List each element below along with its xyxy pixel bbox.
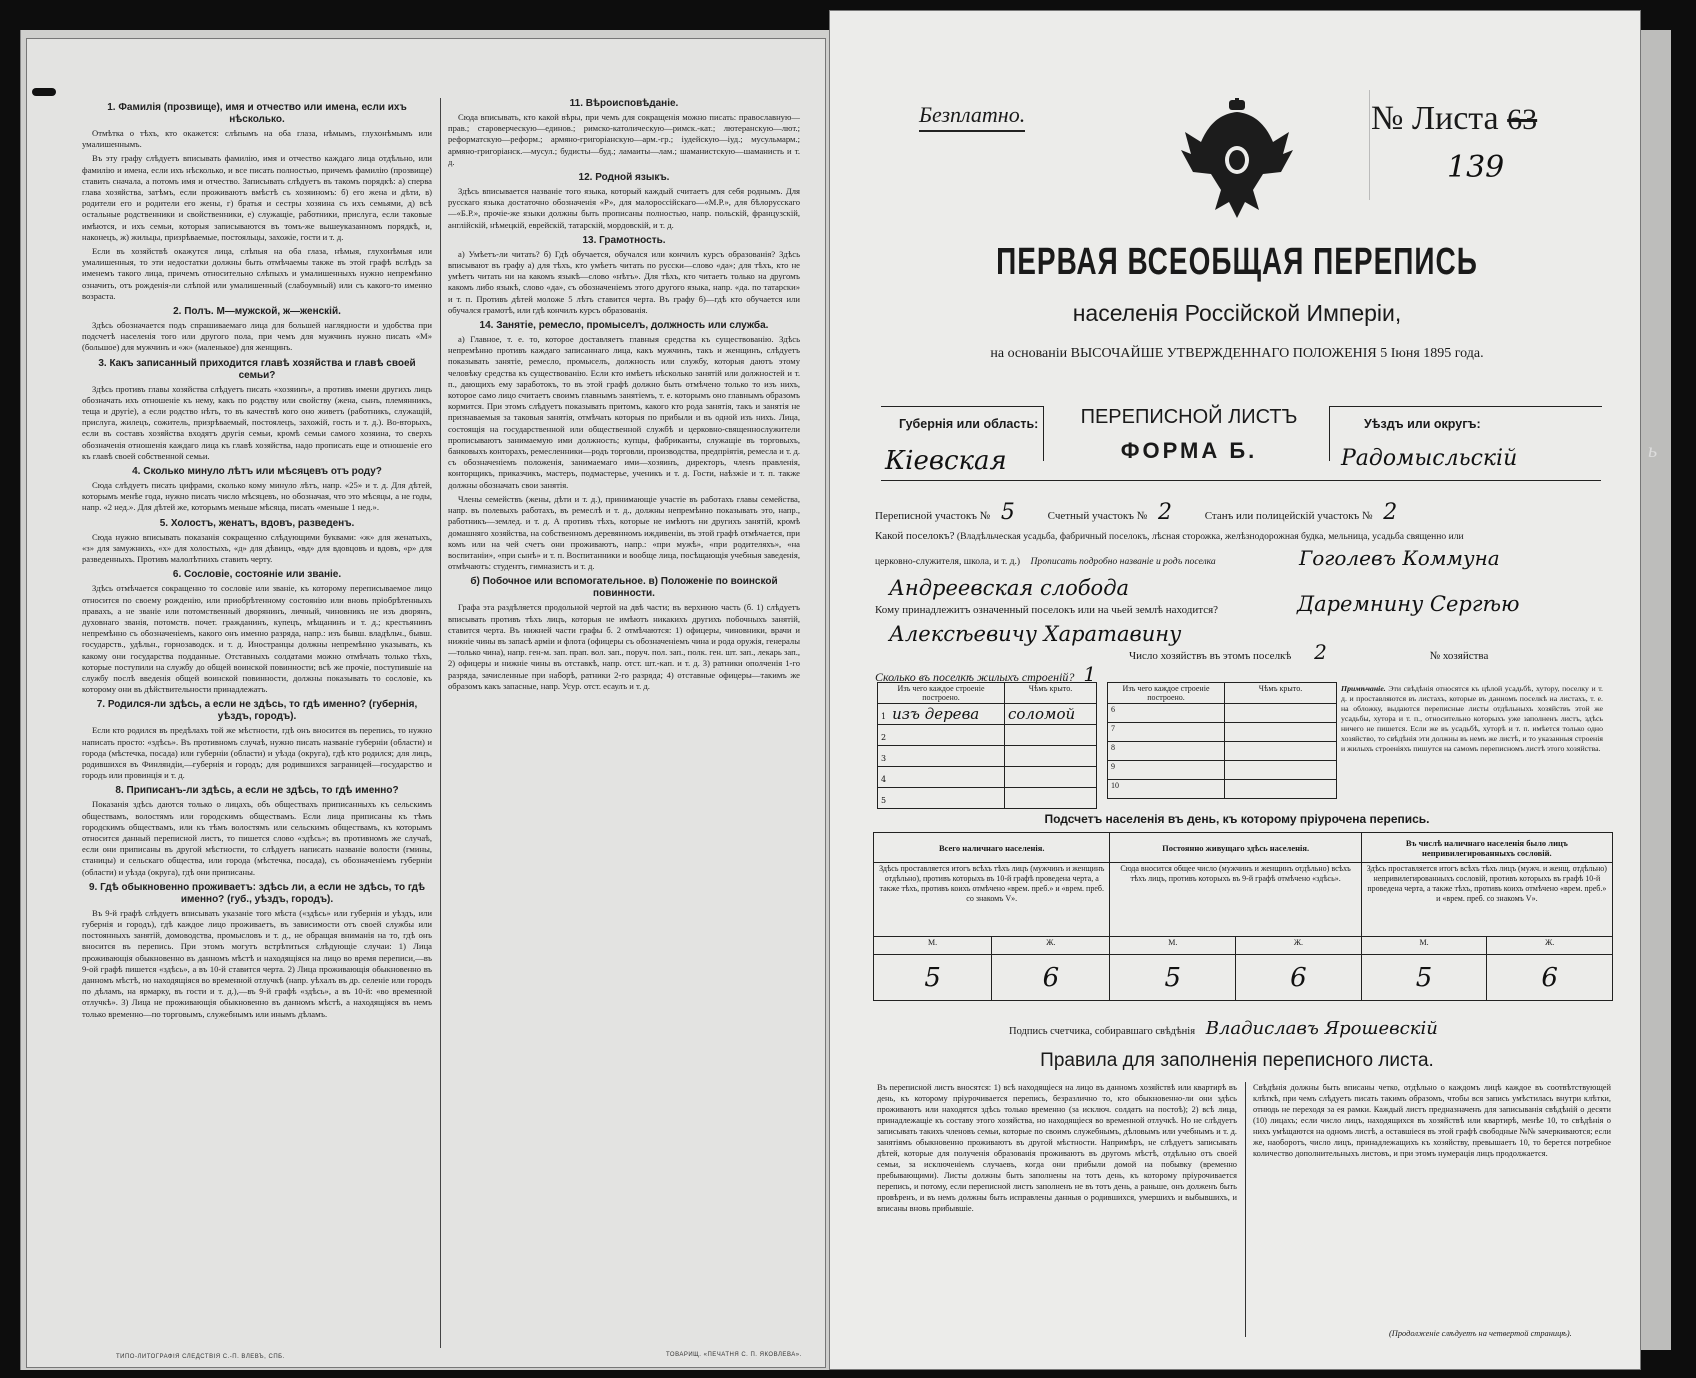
uezd-value: Радомысльскій <box>1341 446 1518 471</box>
column-divider <box>440 98 441 1348</box>
count-header-present: Всего наличнаго населенія. <box>874 833 1110 863</box>
bleed-rule <box>1369 90 1370 200</box>
instruction-heading: 2. Полъ. М—мужской, ж—женскій. <box>173 306 341 318</box>
building-row <box>878 704 1097 725</box>
instruction-paragraph: Если кто родился въ предѣлахъ той же мѣстности, гдѣ онъ вносится въ перепись, то нужно написать просто: «здѣсь». Въ противномъ случаѣ, нужно писать названіе губерніи (области) и города (мѣстечка, посада) или губерніи (области) и уѣзда (округа), гдѣ кто родился; для лицъ, родившихся въ Финляндіи,—губернія и городъ; для родившихся заграницей—государство и городъ или провинція и т. д. <box>82 725 432 781</box>
district-row <box>875 500 1397 525</box>
rules-divider <box>1245 1082 1246 1337</box>
instruction-paragraph: Показанія здѣсь даются только о лицахъ, объ обществахъ приписанныхъ къ сельскимъ обществамъ, волостямъ или городскимъ обществамъ. Если лица приписаны къ тѣмъ городскимъ обществамъ, или къ тѣмъ волостямъ или сельскимъ обществамъ, къ которымъ относится данный переписной листъ, то пишется слово «здѣсь»; въ противномъ же случаѣ, если они приписаны въ другой мѣстности, то слѣдуетъ написать названіе волости (гмины, станицы) и сельскаго общества, или города (мѣстечка, посада), съ обозначеніемъ губерніи (области) и уѣзда (округа), гдѣ они приписаны. <box>82 799 432 877</box>
instruction-paragraph: Члены семействъ (жены, дѣти и т. д.), принимающіе участіе въ работахъ главы семейства, напр. въ полевыхъ работахъ, въ ремеслѣ и т. д., должны непремѣнно показывать это, напр., работникъ—землед. и т. д. А противъ тѣхъ, которые не имѣютъ ни другихъ занятій, кромѣ домашняго хозяйства, на собственномъ деревянномъ иждивеніи, въ этой графѣ отмѣчается, при комъ или на чей счетъ они проживаютъ, напр.: «при мужѣ», «при родителяхъ», «на воспитаніи», «при сынѣ» и т. п. Воспитанники и вообще лица, посѣщающія учебныя заведенія, отмѣчаютъ: студентъ, гимназистъ и т. д. <box>448 493 800 572</box>
instruction-heading: 8. Приписанъ-ли здѣсь, а если не здѣсь, то гдѣ именно? <box>115 785 399 797</box>
households-value: 2 <box>1314 640 1327 664</box>
count-desc-present: Здѣсь проставляется итогъ всѣхъ тѣхъ лицъ (мужчинъ и женщинъ отдѣльно), противъ которыхъ въ 10-й графѣ проведена черта, а также тѣхъ, противъ коихъ отмѣчено «врем. преб.» и «врем. преб. со знакомъ V». <box>874 863 1110 937</box>
female-header: Ж. <box>1236 937 1362 955</box>
building-row <box>1108 780 1337 799</box>
count-present-female: 6 <box>992 955 1110 1001</box>
settlement-name-value-2: Андреевская слобода <box>889 576 1130 600</box>
instruction-heading: 12. Родной языкъ. <box>578 172 670 184</box>
count-values-row <box>874 955 1613 1001</box>
buildings-roof-header-2: Чѣмъ крыто. <box>1225 683 1337 704</box>
count-nonpriv-male: 5 <box>1361 955 1487 1001</box>
settlement-type-hint: (Владѣльческая усадьба, фабричный поселокъ, лѣсная сторожка, желѣзнодорожная будка, мельница, усадьба священно или <box>956 531 1464 542</box>
instruction-paragraph: Сюда слѣдуетъ писать цифрами, сколько кому минуло лѣтъ, напр. «25» и т. д. Для дѣтей, которымъ менѣе года, нужно писать число мѣсяцевъ, но обозначая, что это мѣсяцы, а не годы, напр. «2 нед.». Для дѣтей же, которымъ меньше мѣсяца, писать «меньше 1 нед.». <box>82 480 432 513</box>
building-row-number: 1 <box>881 712 887 721</box>
margin-mark: ь <box>1648 440 1658 462</box>
male-header: М. <box>874 937 992 955</box>
building-row <box>1108 704 1337 723</box>
enumerator-signature-label: Подпись счетчика, собиравшаго свѣдѣнія <box>1009 1026 1196 1037</box>
instruction-paragraph: Въ эту графу слѣдуетъ вписывать фамилію, имя и отчество каждаго лица отдѣльно, или фамилію и имена, если ихъ нѣсколько, и все писать полностью, причемъ фамилію (прозвище) ставить сначала, а потомъ имя и отчество. Записывать слѣдуетъ въ такомъ порядкѣ: а) сперва глава хозяйства, затѣмъ, если проживаютъ вмѣстѣ съ хозяиномъ: б) его жена и дѣти, в) родители его и родители его жены, г) братья и сестры хозяина съ ихъ семьями, д) всѣ остальные родственники и свойственники, е) служащіе, работники, прислуга, если таковые имѣются, и ихъ семьи, которыя записываются въ томъ-же вышеуказанномъ порядкѣ, и, наконецъ, ж) жильцы, призрѣваемые, постояльцы, захожіе, гости и т. д. <box>82 153 432 242</box>
building-roof-value <box>1005 767 1097 788</box>
instruction-heading: 5. Холостъ, женатъ, вдовъ, разведенъ. <box>159 517 355 529</box>
instruction-heading: 7. Родился-ли здѣсь, а если не здѣсь, то гдѣ именно? (губернія, уѣздъ, городъ). <box>96 699 418 723</box>
owner-value: Даремнину Сергѣю <box>1297 592 1520 616</box>
buildings-roof-header: Чѣмъ крыто. <box>1005 683 1097 704</box>
census-decree: на основаніи ВЫСОЧАЙШЕ УТВЕРЖДЕННАГО ПОЛОЖЕНІЯ 5 Іюня 1895 года. <box>990 346 1484 361</box>
police-district-label: Станъ или полицейскій участокъ № <box>1204 510 1373 522</box>
printer-imprint-right: ТОВАРИЩ. «ПЕЧАТНЯ С. П. ЯКОВЛЕВА». <box>666 1352 802 1358</box>
police-district-value: 2 <box>1383 500 1398 525</box>
buildings-table-left <box>877 682 1097 809</box>
building-roof-value <box>1005 725 1097 746</box>
sheet-number-crossed: 63 <box>1507 103 1538 136</box>
rules-column-left: Въ переписной листъ вносятся: 1) всѣ находящіеся на лицо въ данномъ хозяйствѣ или квартирѣ въ день, къ которому пріурочивается перепись, безразлично то, кто обыкновенно-ли они здѣсь проживаютъ или находятся здѣсь только временно (за исключ. солдатъ на постоѣ); 2) всѣ лица, принадлежащіе къ составу этого хозяйства, но находящіеся во временной отлучкѣ. Но не слѣдуетъ записывать такихъ членовъ семьи, которые по своимъ служебнымъ, дѣловымъ или учебнымъ и т. д. занятіямъ обыкновенно проживаютъ въ другой мѣстности. Напримѣръ, не слѣдуетъ записывать дѣтей, которые для полученія образованія проживаютъ въ другомъ мѣстѣ, отдѣльно отъ своей семьи, за исключеніемъ случаевъ, когда они прибыли домой на побывку (временно пребывающими). Листы должны быть заполнены на тотъ день, къ которому пріурочивается перепись, и потому, если переписной листъ заполненъ не въ тотъ день, а раньше, онъ долженъ быть провѣренъ, и въ немъ должны быть исправлены данныя о родившихся, умершихъ и выбывшихъ, и вписаны вновь прибывшіе. <box>877 1083 1237 1213</box>
building-roof-cell <box>1225 723 1337 742</box>
settlement-hint-2: церковно-служителя, школа, и т. д.) <box>875 556 1021 567</box>
female-header: Ж. <box>992 937 1110 955</box>
count-nonpriv-female: 6 <box>1487 955 1613 1001</box>
building-row-number: 6 <box>1108 704 1225 723</box>
instruction-heading: 11. Вѣроисповѣданіе. <box>569 98 679 109</box>
counting-district-value: 2 <box>1157 500 1172 525</box>
instruction-heading: 9. Гдѣ обыкновенно проживаетъ: здѣсь ли, а если не здѣсь, то гдѣ именно? (губ., уѣздъ, городъ). <box>88 881 426 905</box>
form-subtitle: ФОРМА Б. <box>1120 438 1258 463</box>
instruction-heading: б) Побочное или вспомогательное. в) Положеніе по воинской повинности. <box>470 576 778 600</box>
instruction-heading: 13. Грамотность. <box>582 234 666 246</box>
note-text: Эти свѣдѣнія относятся къ цѣлой усадьбѣ, хутору, поселку и т. д. и проставляются въ листахъ, которые въ данномъ поселкѣ на листахъ, т. е. на обложку, выдаются переписные листы отдѣльныхъ хозяйствъ этой же усадьбы, хутора и т. п., относительно которыхъ уже заполненъ листъ, здѣсь ничего не пишется. Если же въ усадьбѣ, хуторѣ и т. п. имѣется только одно хозяйство, то свѣдѣнія эти должны въ немъ же листѣ, и то указанныя строенія и жилыхъ строеніяхъ пишутся на самомъ переписномъ листѣ этого хозяйства. <box>1341 684 1603 753</box>
sheet-number <box>1371 100 1537 138</box>
instruction-paragraph: Въ 9-й графѣ слѣдуетъ вписывать указаніе того мѣста («здѣсь» или губернія и уѣздъ, или губернія и городъ), гдѣ каждое лицо проживаетъ, въ зависимости отъ своей службы или постоянныхъ занятій, домоводства, промысловъ и т. д., не обращая вниманія на то, гдѣ онъ вносится въ перепись. При этомъ могутъ встрѣтиться слѣдующіе случаи: 1) Лица проживающія обыкновенно въ данномъ мѣстѣ и находящіяся на лицо во время переписи,—въ 9-ой графѣ пишется «здѣсь», а въ 10-й ставится черта. 2) Лица проживающія обыкновенно въ данномъ мѣстѣ, но находящіяся во временной отлучкѣ (напр. уѣхалъ въ др. селеніе или городъ по дѣламъ, на ярмарку, въ гости и т. д.),—въ 9-й графѣ «здѣсь», а въ 10-й: «во временной отлучкѣ». 3) Лица не проживающія обыкновенно въ данномъ мѣстѣ, а находящіяся въ немъ только временно—по торговымъ, служебнымъ или инымъ дѣламъ. <box>82 907 432 1019</box>
building-row-number: 3 <box>881 754 887 763</box>
instruction-paragraph: Сюда вписывать, кто какой вѣры, при чемъ для сокращенія можно писать: православную—прав.; староверческую—единов.; римско-католическую—римск.-кат.; лютеранскую—лют.; реформатскую—реформ.; армяно-григоріанскую—арм.-гр.; іудейскую—іуд.; мусульмарм.; армяно-григоріанск.—мусул.; будисты—буд.; ламаиты—лам.; шаманистскую—шаманисть и т. д. <box>448 112 800 167</box>
sheet-number-label: № Листа <box>1371 100 1499 137</box>
buildings-table-right <box>1107 682 1337 799</box>
governorate-label: Губернія или область: <box>899 417 1039 431</box>
building-row <box>878 746 1097 767</box>
building-roof-cell <box>1225 742 1337 761</box>
instructions-column-1 <box>82 98 432 1338</box>
building-material-value: изъ дерева <box>892 705 980 723</box>
instruction-paragraph: Графа эта раздѣляется продольной чертой на двѣ части; въ верхнюю часть (б. 1) слѣдуетъ вписывать противъ тѣхъ лицъ, которыя не имѣютъ никакихъ другихъ побочныхъ занятій, ставится черта. Въ нижней части графы б. 2 отмѣчаются: 1) офицеры, чиновники, врачи и нижніе чины въ запасѣ арміи и флота (офицеры съ обозначеніемъ чина и рода оружія, генералы—только чина), напр. ген-м. зап. прап. вол. зап., поруч. пол. зап., полк. ген. шт. зап., лекарь зап., 2) офицеры и нижніе чины въ отставкѣ, напр. отст. шт.-кап. и т. д. 3) ратники ополченія 1-го разряда, зачисленные при наборѣ, ратники 2-го разряда; 4) отставные офицеры—такимъ же образомъ какъ запасные, напр. Усур. отст. есаулъ и т. д. <box>448 602 800 691</box>
instruction-heading: 4. Сколько минуло лѣтъ или мѣсяцевъ отъ роду? <box>132 466 382 478</box>
rules-title: Правила для заполненія переписного листа. <box>1040 1050 1434 1071</box>
building-row <box>1108 723 1337 742</box>
instruction-heading: 14. Занятіе, ремесло, промыселъ, должность или служба. <box>479 320 769 332</box>
rules-column-right: Свѣдѣнія должны быть вписаны четко, отдѣльно о каждомъ лицѣ каждое въ соотвѣтствующей клѣткѣ, при чемъ слѣдуетъ писать такимъ образомъ, чтобы вся запись умѣстилась внутри клѣтки, отнюдь не переходя за ея рамки. Каждый листъ предназначенъ для записыванія свѣдѣній о десяти (10) лицахъ; если число лицъ, находящихся въ хозяйствѣ или квартирѣ, менѣе 10, то свѣдѣнія о нихъ умѣщаются на одномъ листѣ, а оставшіеся въ этой графѣ свободные №№ зачеркиваются; если же, наоборотъ, число лицъ, принадлежащихъ къ хозяйству, превышаетъ 10, то берется потребное количество дополнительныхъ листовъ, и при этомъ нумерація лицъ продолжается. <box>1253 1083 1611 1158</box>
uezd-label: Уѣздъ или округъ: <box>1364 417 1481 431</box>
building-material-cell <box>878 767 1005 788</box>
settlement-hint-3: Прописать подробно названіе и родъ поселка <box>1030 556 1216 567</box>
building-row-number: 4 <box>881 775 887 784</box>
instruction-paragraph: Здѣсь обозначается подъ спрашиваемаго лица для большей наглядности и удобства при подсчетѣ населенія того или другого пола, при чемъ для мужчинъ нужно писать «М» (большое) для мужчинъ и «ж» (маленькое) для женщинъ. <box>82 320 432 353</box>
building-material-cell <box>878 725 1005 746</box>
buildings-note <box>1341 684 1603 754</box>
census-district-value: 5 <box>1000 500 1015 525</box>
instruction-heading: 1. Фамилія (прозвище), имя и отчество или имена, если ихъ нѣсколько. <box>107 102 407 125</box>
instruction-paragraph: Здѣсь вписывается названіе того языка, который каждый считаетъ для себя роднымъ. Для русскаго языка достаточно обозначенія «Р», для малороссійскаго—«М.Р.», для бѣлорусскаго—«Б.Р.», прочіе-же языки должны быть прописаны полностью, напр. польскій, французскій, англійскій, нѣмецкій, еврейскій, татарскій, мордовскій, и т. д. <box>448 186 800 230</box>
count-header-resident: Постоянно живущаго здѣсь населенія. <box>1110 833 1361 863</box>
settlement-type-row <box>875 530 1615 542</box>
count-desc-nonprivileged: Здѣсь проставляется итогъ всѣхъ тѣхъ лицъ (мужч. и женщ. отдѣльно) непривилегированныхъ сословій, противъ которыхъ въ графѣ 10-й проведена черта, а также тѣхъ, противъ коихъ отмѣчено «врем. преб.» и «врем. преб. со знакомъ V». <box>1361 863 1612 937</box>
building-roof-cell <box>1225 761 1337 780</box>
note-title: Примѣчаніе. <box>1341 684 1386 693</box>
governorate-value: Кіевская <box>885 446 1007 476</box>
instruction-heading: 6. Сословіе, состояніе или званіе. <box>172 569 342 581</box>
building-roof-value <box>1005 788 1097 809</box>
building-roof-value: соломой <box>1005 704 1097 725</box>
instruction-paragraph: а) Умѣетъ-ли читать? б) Гдѣ обучается, обучался или кончилъ курсъ образованія? Здѣсь вписывают въ графу а) для тѣхъ, кто умѣетъ читать по русски—слово «да»; для тѣхъ, кто не умѣетъ читать ни на какомъ языкѣ—слово «нѣтъ». Для тѣхъ, кто читаетъ только на другомъ какомъ либо языкѣ, слово «да», съ обозначеніемъ этого другого языка, напр. «да. по татарски» и т. п. Противъ дѣтей моложе 5 лѣтъ ставится черта. Въ графу б)—гдѣ кто обучается или обучался грамотѣ, или гдѣ кончилъ курсъ образованія. <box>448 248 800 315</box>
sheet-number-handwritten: 139 <box>1447 150 1505 185</box>
building-row-number: 10 <box>1108 780 1225 799</box>
building-row-number: 9 <box>1108 761 1225 780</box>
owner-label: Кому принадлежитъ означенный поселокъ или на чьей землѣ находится? <box>875 604 1219 616</box>
buildings-value: 1 <box>1083 662 1097 686</box>
female-header: Ж. <box>1487 937 1613 955</box>
count-resident-female: 6 <box>1236 955 1362 1001</box>
right-page-stack-edge <box>1640 30 1671 1350</box>
male-header: М. <box>1361 937 1487 955</box>
building-row-number: 8 <box>1108 742 1225 761</box>
building-roof-value <box>1005 746 1097 767</box>
instruction-paragraph: Отмѣтка о тѣхъ, кто окажется: слѣпымъ на оба глаза, нѣмымъ, глухонѣмымъ или умалишеннымъ. <box>82 128 432 150</box>
instruction-paragraph: Здѣсь отмѣчается сокращенно то сословіе или званіе, къ которому переписываемое лицо относится по своему рожденію, или приобрѣтенному состоянію или вновь пріобрѣтенныхъ правахъ, а не званіе или потомственный дворянинъ, личный, чиновникъ не изъ дворянъ, духовнаго званія, потомств. почет. гражданинъ, купецъ, мѣщанинъ и т. д.; крестьянинъ непремѣнно съ обозначеніемъ, какого онъ именно разряда, напр.: изъ бывш. владѣльч., бывш. государств., удѣльн., горнозаводск. и т. д. Иностранцы должны непремѣнно указывать, къ какому они государства подданные. Отставныхъ солдатами можно отмѣчать только тѣхъ, которые поступили на службу до общей воинской повинности; всѣ же прочіе, поступившіе на службу послѣ введенія общей воинской повинности, должны показывать то сословіе, къ которому они въ дѣйствительности принадлежатъ. <box>82 583 432 695</box>
census-district-label: Переписной участокъ № <box>875 510 991 522</box>
households-label: Число хозяйствъ въ этомъ поселкѣ <box>1129 650 1292 662</box>
count-present-male: 5 <box>874 955 992 1001</box>
settlement-type-label: Какой поселокъ? <box>875 530 955 542</box>
building-material-cell <box>878 788 1005 809</box>
building-material-cell <box>878 704 1005 725</box>
count-header-nonprivileged: Въ числѣ наличнаго населенія было лицъ непривилегированныхъ сословій. <box>1361 833 1612 863</box>
census-title: ПЕРВАЯ ВСЕОБЩАЯ ПЕРЕПИСЬ <box>996 240 1478 282</box>
building-material-cell <box>878 746 1005 767</box>
instruction-paragraph: Здѣсь противъ главы хозяйства слѣдуетъ писать «хозяинъ», а противъ имени другихъ лицъ обозначать ихъ отношеніе къ нему, какъ по родству или свойству (жена, сынъ, племянникъ, теща и другіе), а если родство нѣтъ, то въ качествѣ кого оно живетъ (работникъ, служащій, прислуга, жилецъ, сожитель, призрѣваемый, постоялецъ, захожій, гость и т. д.). Во-вторыхъ, если въ составъ хозяйства входятъ другія семьи, кромѣ семьи самого хозяина, то сверхъ обозначенія отношенія каждаго лица къ главѣ хозяйства, надо прописать еще и отношеніе его къ главѣ своей собственной семьи. <box>82 383 432 461</box>
band-rule <box>881 480 1601 481</box>
buildings-material-header-2: Изъ чего каждое строеніе построено. <box>1108 683 1225 704</box>
instruction-heading: 3. Какъ записанный приходится главѣ хозяйства и главѣ своей семьи? <box>98 357 416 381</box>
census-form-page <box>829 10 1641 1370</box>
left-instructions-page <box>26 38 826 1368</box>
count-resident-male: 5 <box>1110 955 1236 1001</box>
building-row <box>1108 742 1337 761</box>
building-row <box>878 788 1097 809</box>
owner-value-2: Алексѣевичу Харатавину <box>889 622 1182 646</box>
buildings-material-header: Изъ чего каждое строеніе построено. <box>878 683 1005 704</box>
household-number-label: № хозяйства <box>1429 650 1489 662</box>
count-desc-resident: Сюда вносится общее число (мужчинъ и женщинъ отдѣльно) всѣхъ тѣхъ лицъ, противъ которыхъ въ 9-й графѣ отмѣчено «здѣсь». <box>1110 863 1361 937</box>
building-row-number: 5 <box>881 796 887 805</box>
form-title: ПЕРЕПИСНОЙ ЛИСТЪ <box>1080 406 1298 428</box>
ink-mark <box>32 88 56 96</box>
population-count-table <box>873 832 1613 1001</box>
building-row <box>878 767 1097 788</box>
settlement-name-value: Гоголевъ Коммуна <box>1299 546 1500 570</box>
building-row-number: 7 <box>1108 723 1225 742</box>
building-row <box>1108 761 1337 780</box>
households-row <box>1129 640 1488 664</box>
rules-continued: (Продолженіе слѣдуетъ на четвертой страницѣ). <box>1389 1329 1572 1338</box>
settlement-hint-row <box>875 556 1216 567</box>
building-row-number: 2 <box>881 733 887 742</box>
building-roof-cell <box>1225 780 1337 799</box>
building-row <box>878 725 1097 746</box>
instruction-paragraph: а) Главное, т. е. то, которое доставляетъ главныя средства къ существованію. Здѣсь непремѣнно противъ каждаго записаннаго лица, какъ мужчинъ, такъ и женщинъ, слѣдуетъ показывать занятіе, ремесло, промыселъ, должность или службу, которыя даютъ этому человѣку средства къ существованію. Если кто имѣетъ нѣсколько занятій или должностей и т. п., дающихъ ему заработокъ, то въ этой графѣ должно быть отмѣчено только то изъ нихъ, которое само лицо считаетъ своимъ главнымъ занятіемъ, т. е. которымъ оно главнымъ образомъ кормится. При этомъ слѣдуетъ показывать притомъ, какого кто рода занятія, такъ и занятія не признаваемыя за таковыя занятія, отмѣчать которыя по прибыли и въ одной изъ нихъ. Лица, состоящія на государственной или общественной службѣ и церковно-священнослужители прописываютъ занимаемую ими должность; купцы, фабриканты, служащіе въ торговыхъ, банковыхъ конторахъ, ремесленники—родъ торговли, производства, предпріятія, ремесла и т. д. съ обозначеніемъ положенія, занимаемаго ими—хозяинъ, директоръ, членъ правленія, конторщикъ, приказчикъ, мастеръ, подмастерье, ученикъ и т. д. Гости, наѣзжіе и т. п. также должны обозначать свои занятія. <box>448 334 800 490</box>
counting-district-label: Счетный участокъ № <box>1047 510 1148 522</box>
enumerator-signature-value: Владиславъ Ярошевскій <box>1205 1018 1438 1039</box>
population-count-title: Подсчетъ населенія въ день, къ которому пріурочена перепись. <box>1044 812 1430 826</box>
building-roof-cell <box>1225 704 1337 723</box>
instructions-column-2 <box>448 94 800 1348</box>
census-subtitle: населенія Россійской Имперіи, <box>1072 300 1402 326</box>
imperial-eagle-emblem <box>1177 98 1297 228</box>
enumerator-signature-row <box>1009 1018 1438 1039</box>
printer-imprint-left: ТИПО-ЛИТОГРАФІЯ СЛЕДСТВІЯ С.-П. ВЛЕВЪ, СПБ. <box>116 1354 285 1360</box>
buildings-label: Сколько въ поселкѣ жилыхъ строеній? <box>875 670 1075 684</box>
instruction-paragraph: Сюда нужно вписывать показанія сокращенно слѣдующими буквами: «ж» для женатыхъ, «з» для замужнихъ, «х» для холостыхъ, «д» для дѣвицъ, «вд» для вдовцовъ и вдовъ, «р» для разведенныхъ. Противъ малолѣтнихъ ставить черту. <box>82 531 432 565</box>
free-label: Безплатно. <box>919 102 1025 132</box>
male-header: М. <box>1110 937 1236 955</box>
instruction-paragraph: Если въ хозяйствѣ окажутся лица, слѣпыя на оба глаза, нѣмыя, глухонѣмыя или умалишенныя, то эти недостатки должны быть отмѣчаемы также въ этой графѣ вслѣдъ за именемъ такого лица, причемъ относительно слѣпыхъ и умалишенныхъ нужно непремѣнно означить, отъ рожденія-ли слѣпой или умалишенный (слабоумный) или съ какого-то именно возраста. <box>82 246 432 301</box>
